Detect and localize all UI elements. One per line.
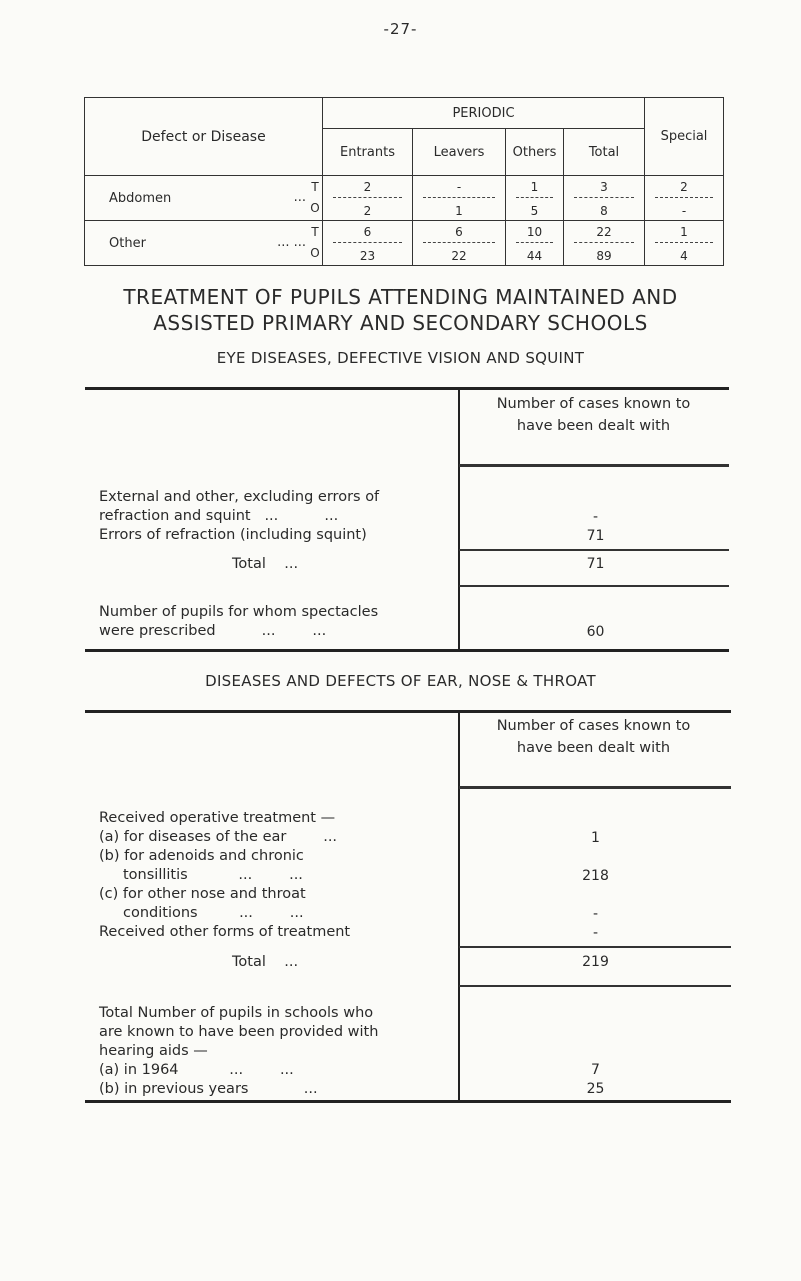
ent-col-header-1: Number of cases known to bbox=[496, 718, 691, 734]
section-title-line-2: ASSISTED PRIMARY AND SECONDARY SCHOOLS bbox=[153, 311, 648, 335]
header-leavers: Leavers bbox=[413, 129, 506, 176]
t-marker: T bbox=[311, 180, 319, 194]
row-dots: ... bbox=[293, 190, 306, 205]
table-row-other bbox=[85, 221, 724, 266]
header-entrants: Entrants bbox=[323, 129, 413, 176]
ent-other-forms-value: - bbox=[592, 925, 599, 941]
ent-ear-label: (a) for diseases of the ear ... bbox=[99, 829, 338, 845]
ent-other-forms-label: Received other forms of treatment bbox=[99, 924, 351, 940]
table-cell bbox=[564, 221, 645, 266]
cell-top: 10 bbox=[526, 225, 543, 239]
row-name: Abdomen bbox=[109, 190, 172, 206]
eye-refraction-label: Errors of refraction (including squint) bbox=[99, 527, 367, 543]
eye-subtitle: EYE DISEASES, DEFECTIVE VISION AND SQUINT bbox=[216, 349, 585, 367]
ent-ear-value: 1 bbox=[591, 830, 600, 846]
table-cell bbox=[413, 221, 506, 266]
ent-col-header-2: have been dealt with bbox=[516, 740, 671, 756]
cell-top: 3 bbox=[600, 180, 608, 194]
ent-operative-heading: Received operative treatment — bbox=[99, 810, 336, 826]
ent-subtitle: DISEASES AND DEFECTS OF EAR, NOSE & THROAT bbox=[205, 672, 596, 690]
table-cell bbox=[323, 221, 413, 266]
table-cell bbox=[323, 176, 413, 221]
ent-total-label: Total ... bbox=[232, 954, 299, 970]
ent-total-value: 219 bbox=[582, 954, 609, 970]
table-cell bbox=[506, 176, 564, 221]
cell-top: 6 bbox=[455, 225, 463, 239]
ent-nose-line-2: conditions ... ... bbox=[123, 905, 304, 921]
table-cell bbox=[564, 176, 645, 221]
section-title-line-1: TREATMENT OF PUPILS ATTENDING MAINTAINED AND bbox=[123, 285, 678, 309]
eye-refraction-value: 71 bbox=[586, 528, 605, 544]
row-dots: ... ... bbox=[277, 235, 306, 250]
o-marker: O bbox=[310, 201, 320, 215]
ent-adenoids-line-2: tonsillitis ... ... bbox=[123, 867, 303, 883]
cell-top: 1 bbox=[530, 180, 539, 194]
eye-external-value: - bbox=[592, 509, 599, 525]
ent-hearing-line-1: Total Number of pupils in schools who bbox=[99, 1005, 374, 1021]
o-marker: O bbox=[310, 246, 320, 260]
ent-hearing-previous-value: 25 bbox=[586, 1081, 605, 1097]
eye-spectacles-line-1: Number of pupils for whom spectacles bbox=[99, 604, 379, 620]
cell-top: 1 bbox=[680, 225, 688, 239]
ent-nose-value: - bbox=[592, 906, 599, 922]
table-cell bbox=[506, 221, 564, 266]
eye-total-value: 71 bbox=[586, 556, 605, 572]
eye-col-header-1: Number of cases known to bbox=[496, 396, 691, 412]
ent-adenoids-line-1: (b) for adenoids and chronic bbox=[99, 848, 304, 864]
ent-hearing-1964-value: 7 bbox=[591, 1062, 600, 1078]
cell-bottom: 1 bbox=[455, 204, 463, 218]
t-marker: T bbox=[311, 225, 319, 239]
cell-bottom: 4 bbox=[680, 249, 688, 263]
cell-bottom: 44 bbox=[526, 249, 543, 263]
page-number: -27- bbox=[383, 20, 418, 38]
row-label bbox=[85, 221, 309, 266]
ent-hearing-line-2: are known to have been provided with bbox=[99, 1024, 379, 1040]
cell-bottom: - bbox=[681, 204, 687, 218]
cell-top: 2 bbox=[363, 180, 372, 194]
ent-hearing-line-3: hearing aids — bbox=[99, 1043, 208, 1059]
cell-bottom: 23 bbox=[359, 249, 376, 263]
cell-top: 22 bbox=[596, 225, 612, 239]
eye-external-line-1: External and other, excluding errors of bbox=[99, 489, 380, 505]
eye-total-label: Total ... bbox=[232, 556, 299, 572]
eye-col-header-2: have been dealt with bbox=[516, 418, 671, 434]
cell-top: 2 bbox=[680, 180, 688, 194]
cell-bottom: 5 bbox=[530, 204, 539, 218]
ent-adenoids-value: 218 bbox=[582, 868, 609, 884]
table-cell bbox=[645, 176, 724, 221]
defect-table bbox=[84, 97, 724, 266]
header-periodic: PERIODIC bbox=[323, 98, 645, 129]
header-total: Total bbox=[564, 129, 645, 176]
eye-spectacles-value: 60 bbox=[586, 624, 605, 640]
to-marker bbox=[308, 221, 323, 266]
row-label bbox=[85, 176, 309, 221]
to-marker bbox=[308, 176, 323, 221]
table-cell bbox=[413, 176, 506, 221]
cell-top: - bbox=[456, 180, 462, 194]
ent-hearing-1964-label: (a) in 1964 ... ... bbox=[99, 1062, 294, 1078]
cell-top: 6 bbox=[363, 225, 372, 239]
row-name: Other bbox=[109, 235, 146, 251]
cell-bottom: 22 bbox=[451, 249, 467, 263]
eye-spectacles-line-2: were prescribed ... ... bbox=[99, 623, 327, 639]
eye-external-line-2: refraction and squint ... ... bbox=[99, 508, 339, 524]
table-cell bbox=[645, 221, 724, 266]
ent-hearing-previous-label: (b) in previous years ... bbox=[99, 1081, 318, 1097]
cell-bottom: 8 bbox=[600, 204, 608, 218]
header-special: Special bbox=[645, 98, 724, 176]
header-others: Others bbox=[506, 129, 564, 176]
header-defect: Defect or Disease bbox=[85, 98, 323, 176]
table-row-abdomen bbox=[85, 176, 724, 221]
ent-nose-line-1: (c) for other nose and throat bbox=[99, 886, 306, 902]
cell-bottom: 2 bbox=[363, 204, 372, 218]
cell-bottom: 89 bbox=[596, 249, 612, 263]
